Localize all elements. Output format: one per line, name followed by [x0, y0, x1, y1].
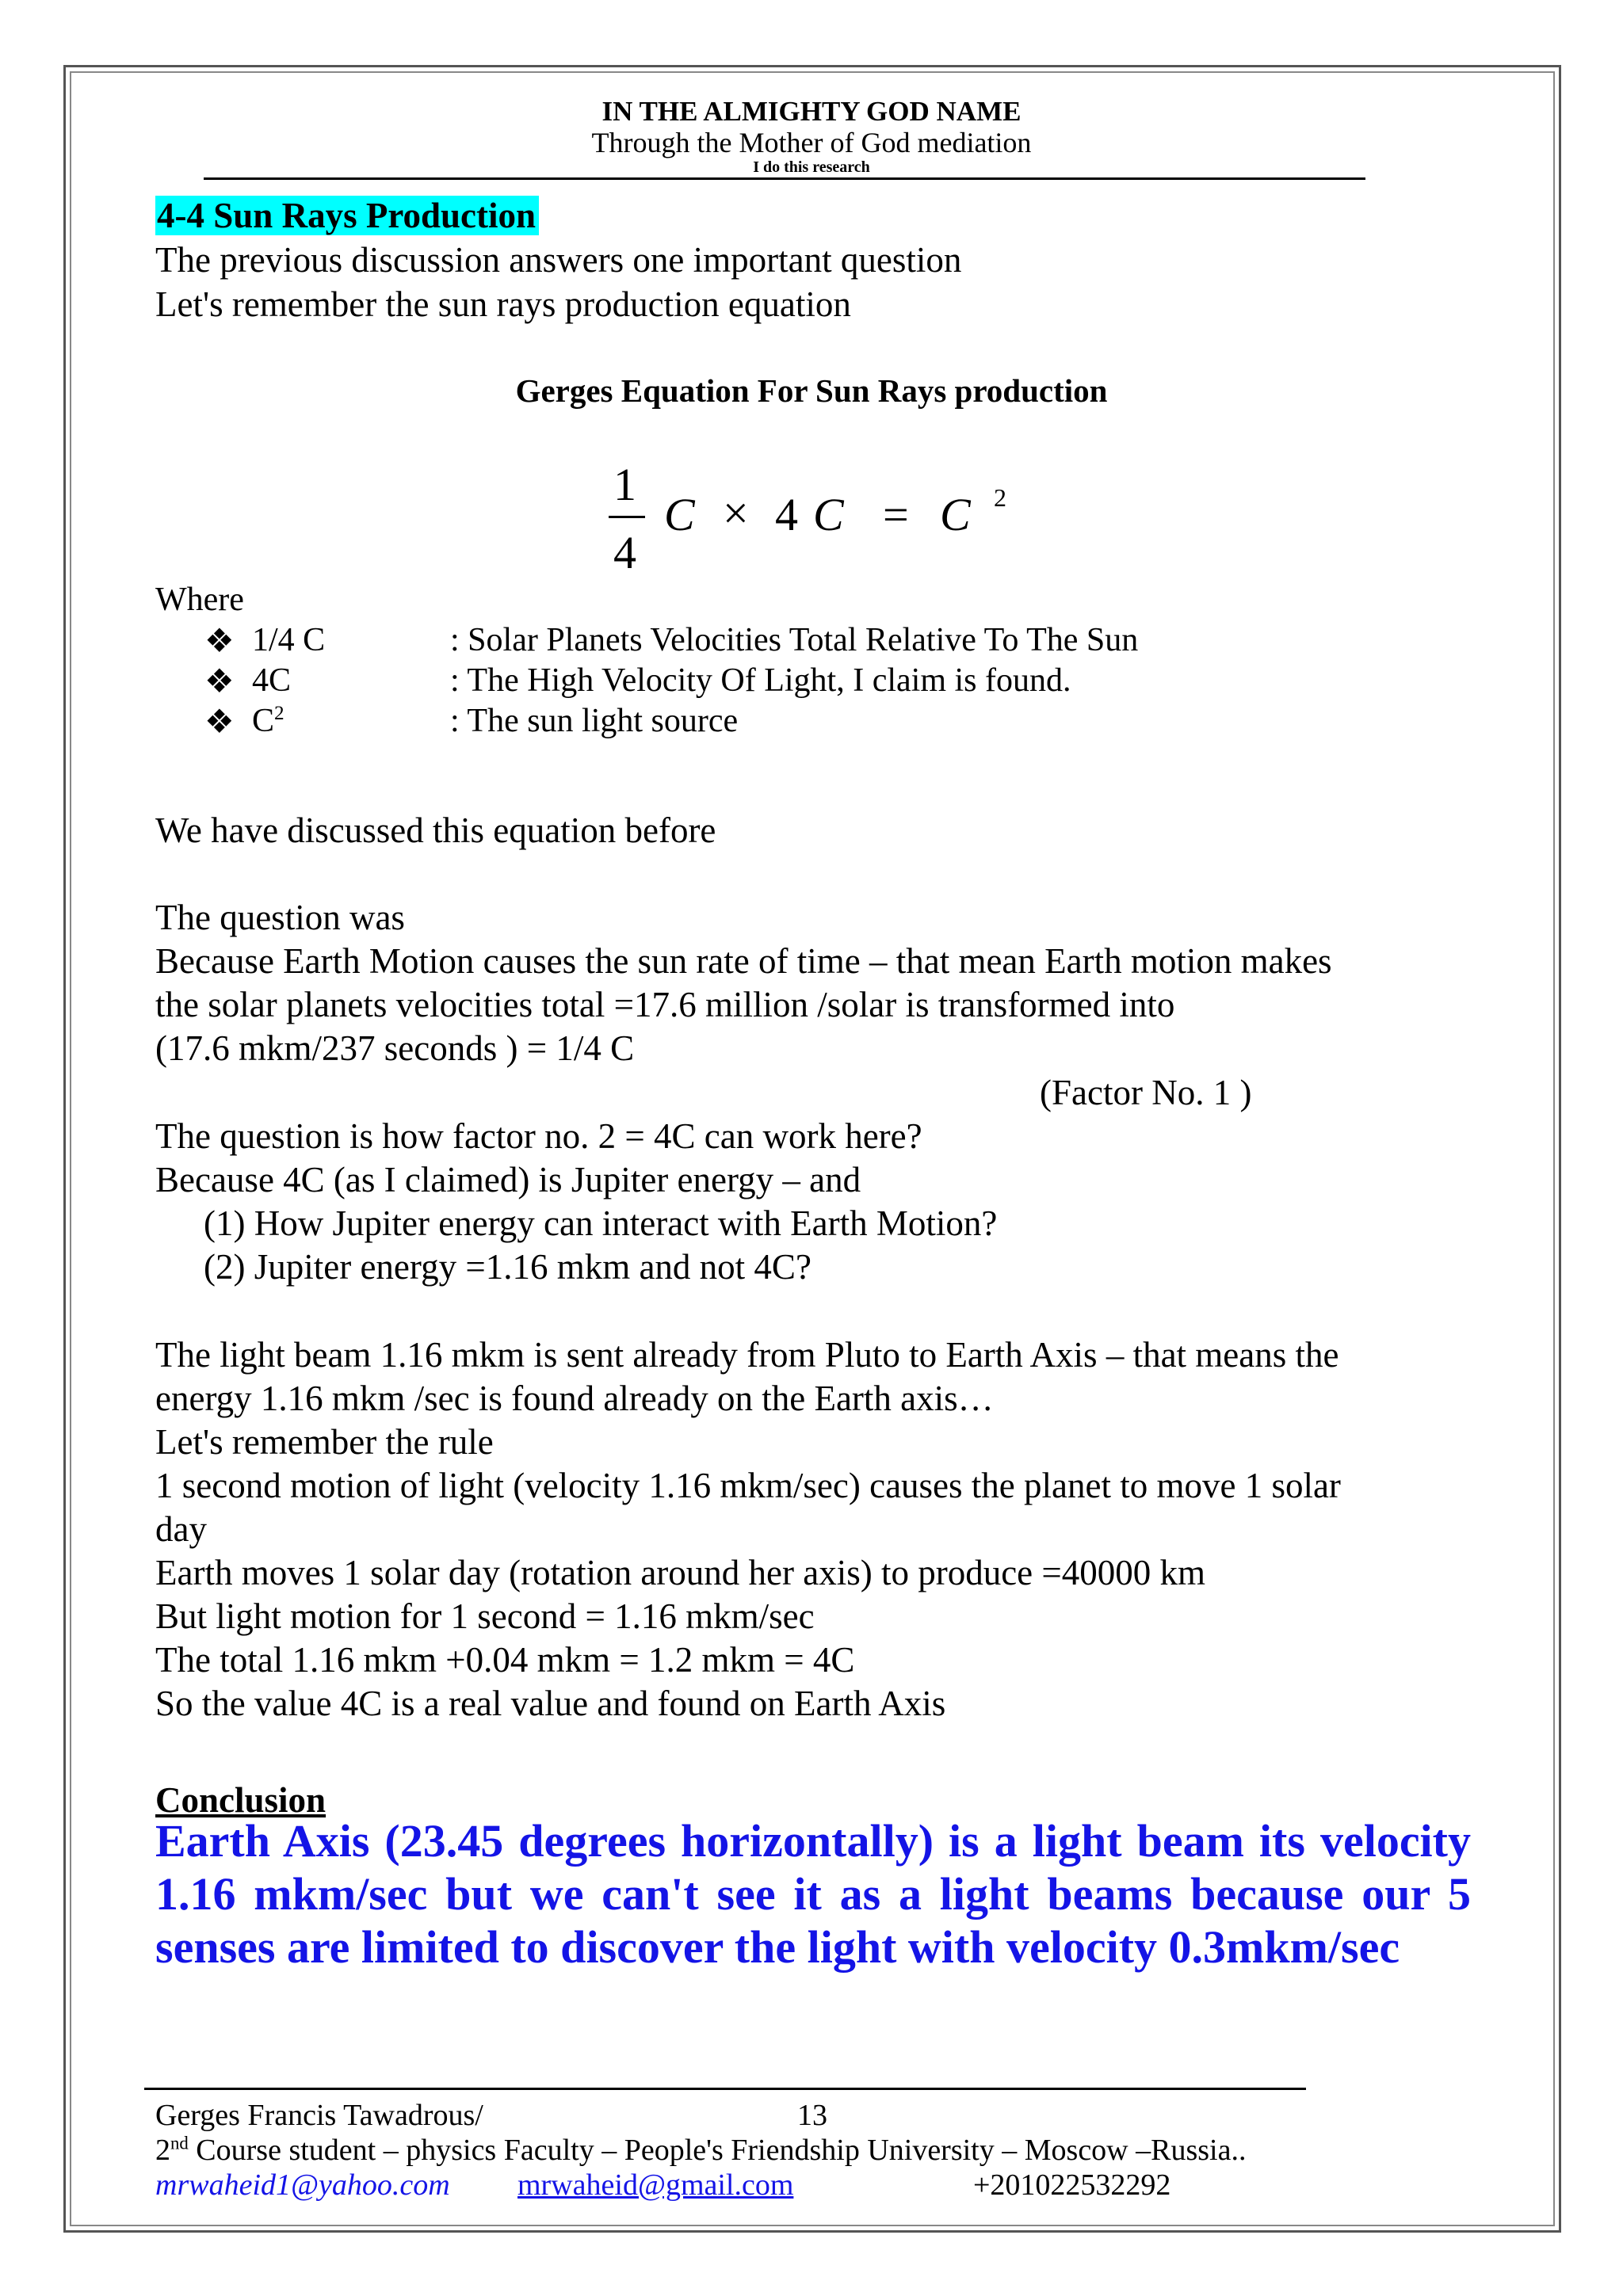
- where-item-symbol: 4C: [252, 662, 292, 699]
- body-line: So the value 4C is a real value and found on Earth Axis: [155, 1684, 946, 1723]
- footer-rule: [144, 2088, 1306, 2090]
- equation-times: ×: [723, 487, 749, 539]
- body-line: Because 4C (as I claimed) is Jupiter energy – and: [155, 1160, 861, 1199]
- bullet-diamond-icon: ❖: [204, 704, 235, 741]
- body-line: energy 1.16 mkm /sec is found already on the Earth axis…: [155, 1379, 994, 1418]
- footer-author: Gerges Francis Tawadrous/: [155, 2099, 483, 2132]
- body-line: The total 1.16 mkm +0.04 mkm = 1.2 mkm = 4C: [155, 1640, 855, 1680]
- course-number: 2: [155, 2134, 170, 2167]
- factor-note: (Factor No. 1 ): [1040, 1073, 1252, 1112]
- fraction-bar: [609, 516, 645, 518]
- conclusion-text: Earth Axis (23.45 degrees horizontally) is a light beam its velocity 1.16 mkm/sec but we can't see it as a light beams because our 5 senses are limited to discover the light with velocity 0.3mkm/sec: [155, 1815, 1471, 1973]
- body-line: the solar planets velocities total =17.6 million /solar is transformed into: [155, 985, 1175, 1024]
- section-heading: 4-4 Sun Rays Production: [155, 196, 539, 235]
- header-rule: [204, 177, 1365, 180]
- email-yahoo-link[interactable]: mrwaheid1@yahoo.com: [155, 2168, 450, 2202]
- fraction-numerator: 1: [613, 459, 636, 510]
- body-line: The light beam 1.16 mkm is sent already from Pluto to Earth Axis – that means the: [155, 1335, 1339, 1375]
- bullet-diamond-icon: ❖: [204, 664, 235, 700]
- header-title: IN THE ALMIGHTY GOD NAME: [601, 96, 1022, 127]
- equation-equals: =: [883, 489, 909, 540]
- symbol-exponent: 2: [274, 703, 285, 724]
- intro-line-1: The previous discussion answers one important question: [155, 240, 962, 280]
- section-heading-line: [155, 196, 539, 236]
- conclusion-label: Conclusion: [155, 1780, 327, 1820]
- body-line: Let's remember the rule: [155, 1422, 494, 1462]
- body-line: But light motion for 1 second = 1.16 mkm/sec: [155, 1596, 815, 1636]
- body-line: day: [155, 1509, 207, 1549]
- header-note: I do this research: [753, 158, 870, 176]
- body-line: (1) How Jupiter energy can interact with Earth Motion?: [204, 1203, 998, 1243]
- where-item-desc: : The sun light source: [450, 703, 739, 739]
- equation-c3: C: [940, 489, 971, 540]
- email-gmail-link[interactable]: mrwaheid@gmail.com: [517, 2168, 794, 2202]
- body-line: 1 second motion of light (velocity 1.16 mkm/sec) causes the planet to move 1 solar: [155, 1466, 1341, 1505]
- where-item-desc: : The High Velocity Of Light, I claim is found.: [450, 662, 1071, 699]
- equation-c2: C: [813, 489, 844, 540]
- body-line: (17.6 mkm/237 seconds ) = 1/4 C: [155, 1028, 635, 1068]
- header-subtitle: Through the Mother of God mediation: [591, 127, 1032, 158]
- equation-four: 4: [775, 489, 798, 540]
- body-line: The question was: [155, 898, 405, 937]
- where-item-symbol: [252, 702, 285, 740]
- where-item-symbol: 1/4 C: [252, 622, 326, 658]
- equation-c1: C: [664, 489, 695, 540]
- where-item-desc: : Solar Planets Velocities Total Relative To The Sun: [450, 622, 1139, 658]
- equation-exponent: 2: [994, 483, 1006, 512]
- course-text: Course student – physics Faculty – People's Friendship University – Moscow –Russia..: [188, 2134, 1247, 2167]
- body-line: (2) Jupiter energy =1.16 mkm and not 4C?: [204, 1247, 812, 1287]
- equation-title: Gerges Equation For Sun Rays production: [515, 372, 1108, 409]
- where-label: Where: [155, 582, 244, 618]
- page-number: 13: [797, 2099, 827, 2132]
- intro-line-2: Let's remember the sun rays production equation: [155, 284, 851, 324]
- footer-phone: +201022532292: [973, 2168, 1171, 2202]
- footer-course: [155, 2133, 1246, 2168]
- body-line: Earth moves 1 solar day (rotation around her axis) to produce =40000 km: [155, 1553, 1206, 1592]
- bullet-diamond-icon: ❖: [204, 624, 235, 660]
- fraction-denominator: 4: [613, 527, 636, 578]
- body-line: The question is how factor no. 2 = 4C can work here?: [155, 1116, 922, 1156]
- symbol-c: C: [252, 703, 275, 739]
- body-line: Because Earth Motion causes the sun rate of time – that mean Earth motion makes: [155, 941, 1332, 981]
- body-line: We have discussed this equation before: [155, 810, 716, 850]
- course-suffix: nd: [170, 2133, 189, 2153]
